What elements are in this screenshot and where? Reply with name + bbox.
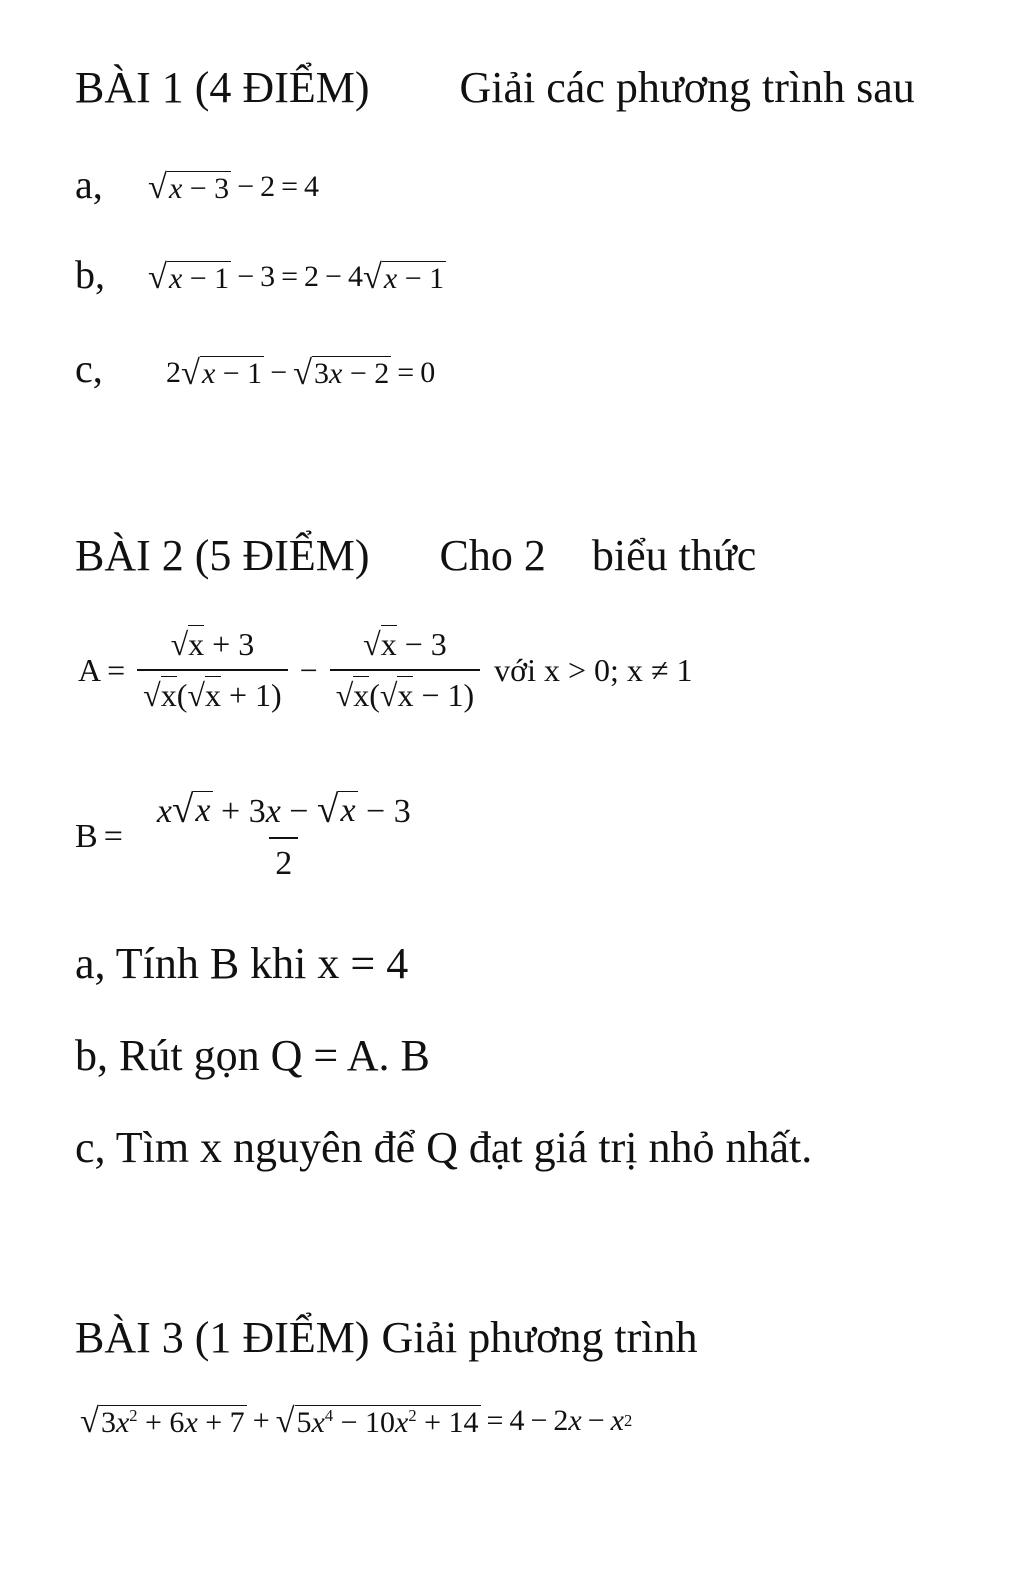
bai2-part-b: b, Rút gọn Q = A. B <box>75 1031 430 1080</box>
bai1-heading: BÀI 1 (4 ĐIỂM) <box>75 63 370 112</box>
expression-b-var: B <box>75 817 98 855</box>
expression-a-var: A <box>78 651 102 688</box>
bai2-description-2: biểu thức <box>591 531 757 580</box>
bai2-heading-row <box>75 530 756 581</box>
fraction-a1: $\frac{√x + 3}{√x(√x + 1)}$ <box>137 626 287 714</box>
bai1-b-label: b, <box>75 252 105 297</box>
bai1-heading-row <box>75 62 915 113</box>
bai3-description: Giải phương trình <box>381 1313 698 1362</box>
bai2-part-c: c, Tìm x nguyên để Q đạt giá trị nhỏ nhất. <box>75 1123 813 1172</box>
bai2-part-a: a, Tính B khi x = 4 <box>75 939 409 988</box>
bai1-equation-b <box>75 248 446 299</box>
bai1-a-label: a, <box>75 162 103 207</box>
expression-a-condition: với x > 0; x ≠ 1 <box>494 651 693 688</box>
expression-a: A = $\frac{√x + 3}{√x(√x + 1)}$ − $\frac{√x - 3}{√x(√x - 1)}$ với x > 0; x ≠ 1 <box>78 626 693 713</box>
equation-b: √ x − 1 − 3 = 2 − 4 √ x − 1 <box>148 258 445 296</box>
bai3-equation: √ $3x^2 + 6x + 7$ + √ $5x^4 - 10x^2 + 14$ = 4 − 2 x − x 2 <box>80 1402 633 1440</box>
bai2-description: Cho 2 <box>439 531 546 580</box>
bai1-equation-c <box>75 342 435 393</box>
bai3-heading-row <box>75 1312 698 1363</box>
fraction-a2: $\frac{√x - 3}{√x(√x - 1)}$ <box>330 626 480 714</box>
bai1-equation-a <box>75 158 319 209</box>
bai1-description: Giải các phương trình sau <box>459 63 915 112</box>
bai1-c-label: c, <box>75 346 103 391</box>
equation-a: √ x − 3 − 2 = 4 <box>148 168 320 206</box>
expression-b: B = x √ x + 3x − √ x − 3 2 <box>75 790 423 883</box>
bai2-heading: BÀI 2 (5 ĐIỂM) <box>75 531 370 580</box>
bai3-heading: BÀI 3 (1 ĐIỂM) <box>75 1313 370 1362</box>
equation-c: 2 √ x − 1 − √ 3x − 2 = 0 <box>166 353 436 392</box>
fraction-b: x √ x + 3x − √ x − 3 2 <box>156 788 411 882</box>
